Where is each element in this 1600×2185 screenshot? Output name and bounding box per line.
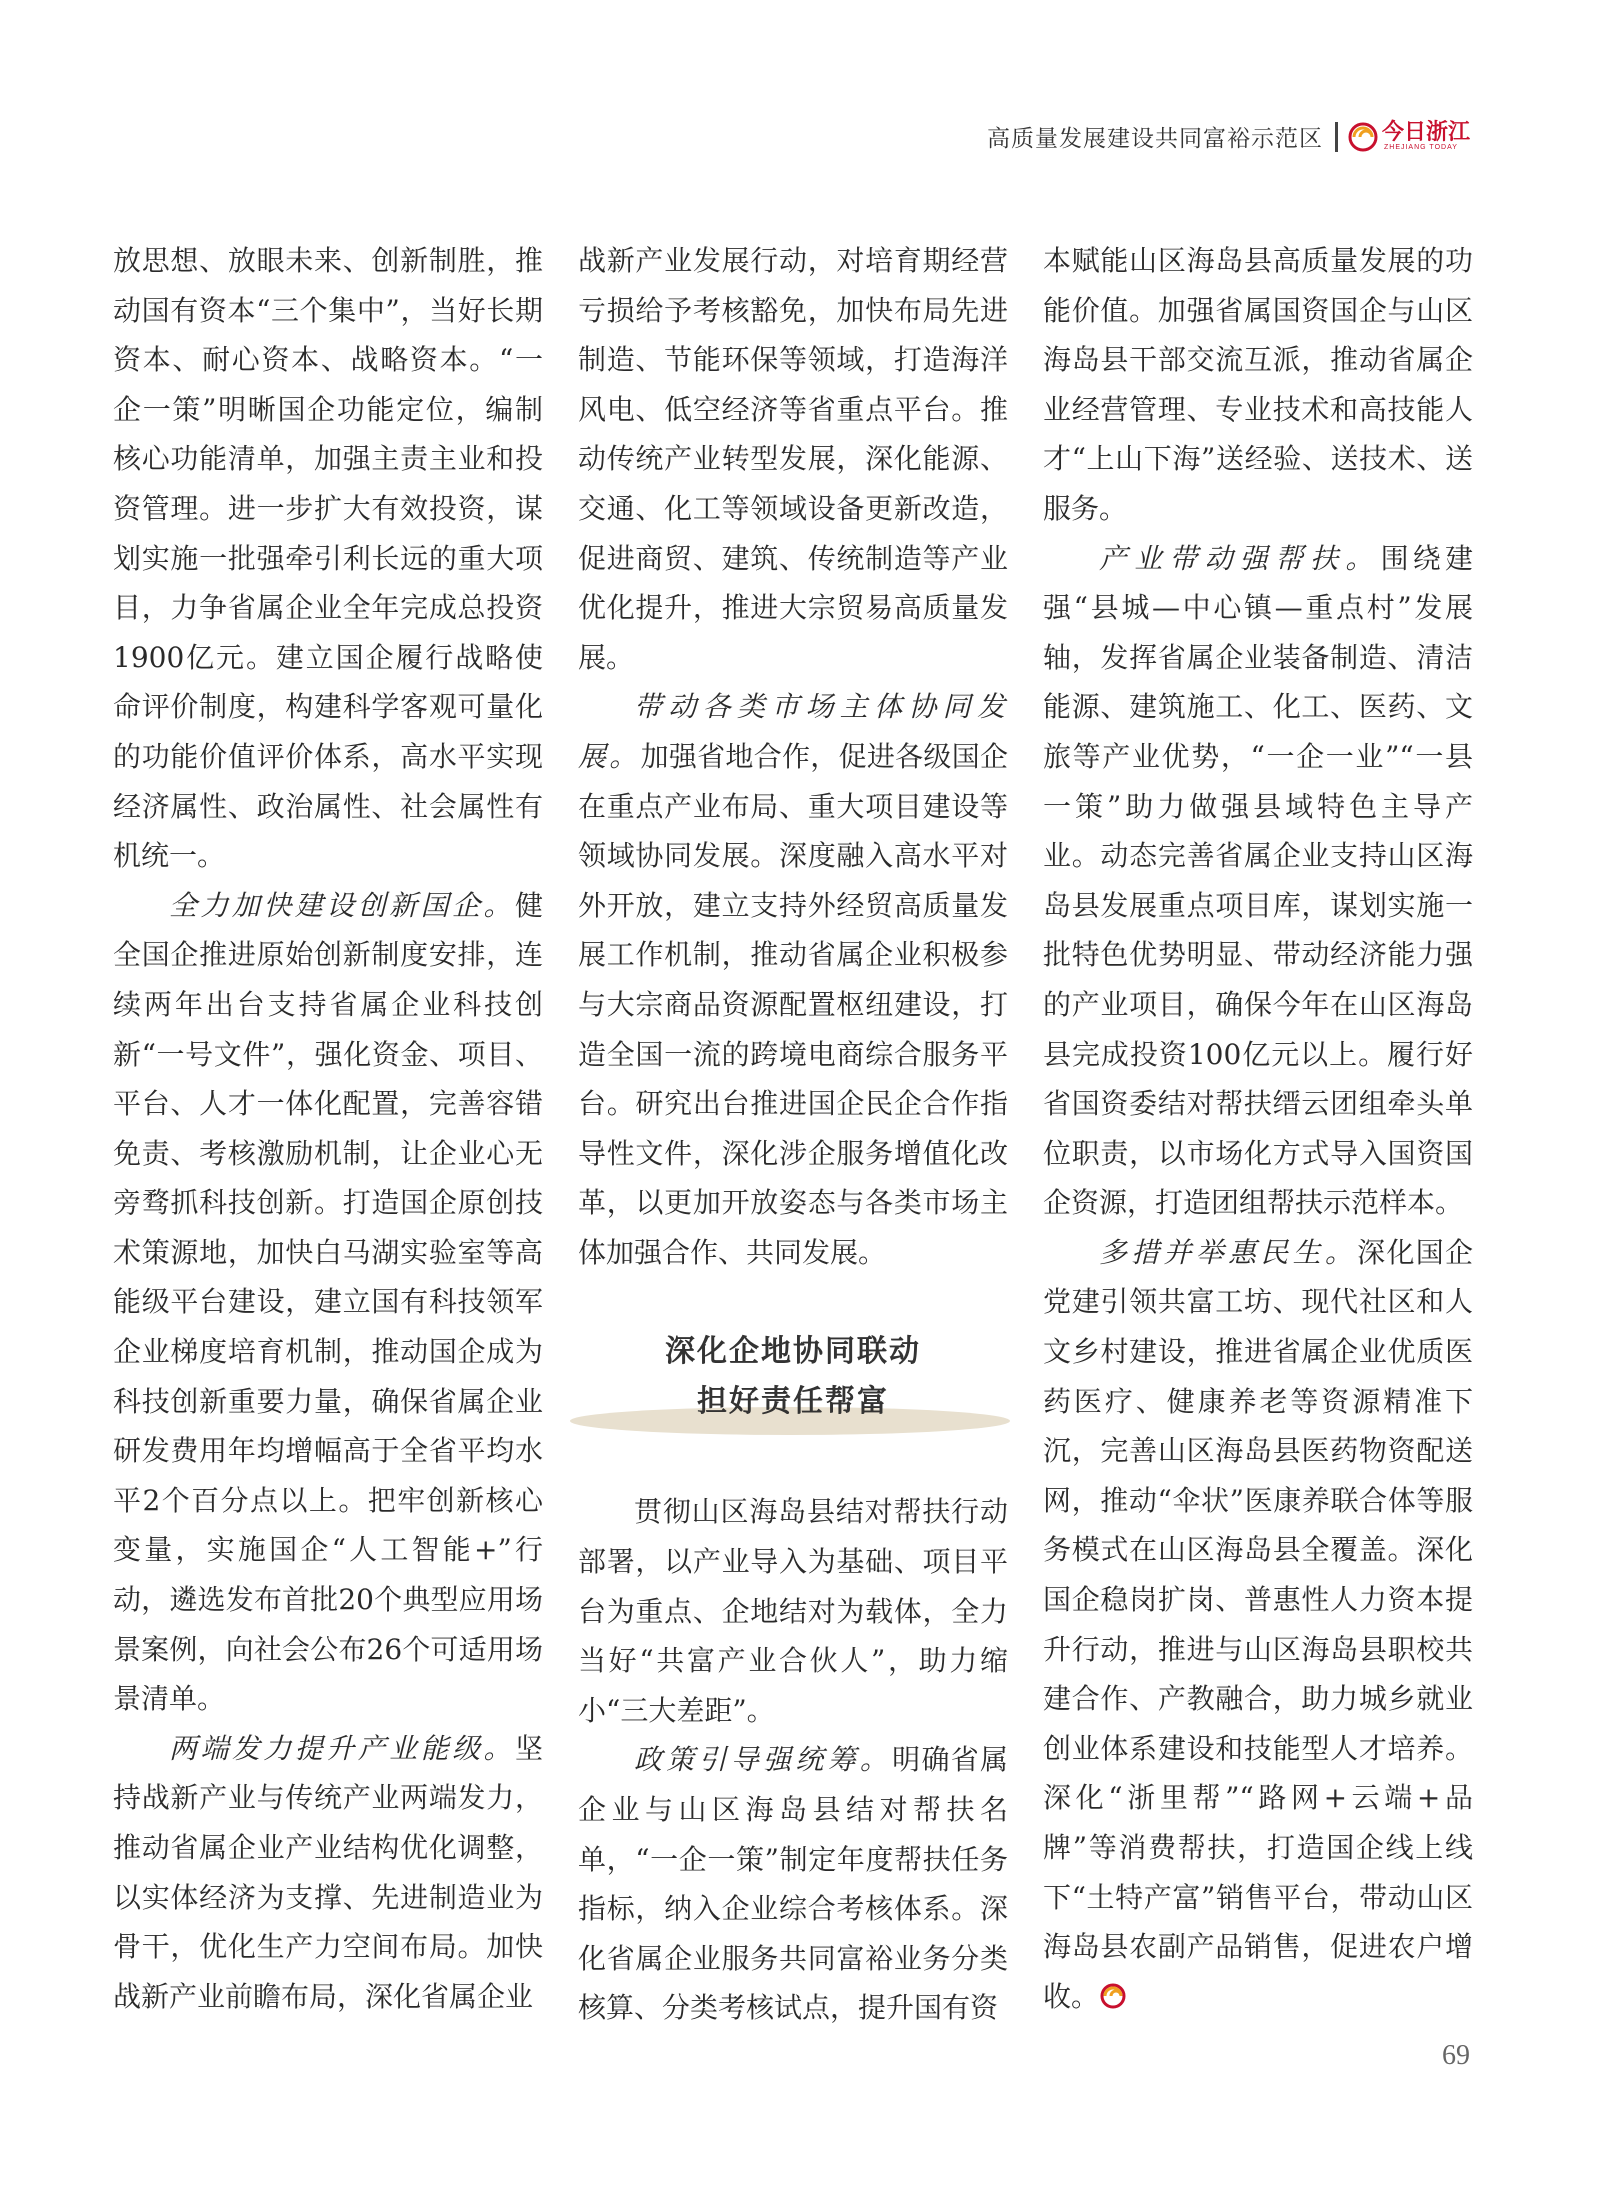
paragraph: 战新产业发展行动，对培育期经营亏损给予考核豁免，加快布局先进制造、节能环保等领域，打造海洋风电、低空经济等省重点平台。推动传统产业转型发展，深化能源、交通、化工等领域设备更新改造，促进商贸、建筑、传统制造等产业优化提升，推进大宗贸易高质量发展。 — [578, 244, 1008, 674]
section-heading — [578, 1327, 1008, 1427]
paragraph — [113, 1724, 543, 2022]
paragraph-lead: 多措并举惠民生。 — [1099, 1235, 1358, 1269]
column-3 — [1043, 236, 1473, 2021]
paragraph-body: 加强省地合作，促进各级国企在重点产业布局、重大项目建设等领域协同发展。深度融入高水平对外开放，建立支持外经贸高质量发展工作机制，推动省属企业积极参与大宗商品资源配置枢纽建设，打造全国一流的跨境电商综合服务平台。研究出台推进国企民企合作指导性文件，深化涉企服务增值化改革，以更加开放姿态与各类市场主体加强合作、共同发展。 — [578, 739, 1008, 1269]
paragraph-body: 围绕建强“县城—中心镇—重点村”发展轴，发挥省属企业装备制造、清洁能源、建筑施工、化工、医药、文旅等产业优势，“一企一业”“一县一策”助力做强县域特色主导产业。动态完善省属企业支持山区海岛县发展重点项目库，谋划实施一批特色优势明显、带动经济能力强的产业项目，确保今年在山区海岛县完成投资100亿元以上。履行好省国资委结对帮扶缙云团组牵头单位职责，以市场化方式导入国资国企资源，打造团组帮扶示范样本。 — [1043, 541, 1473, 1220]
paragraph-body: 坚持战新产业与传统产业两端发力，推动省属企业产业结构优化调整，以实体经济为支撑、先进制造业为骨干，优化生产力空间布局。加快战新产业前瞻布局，深化省属企业 — [113, 1731, 543, 2013]
paragraph — [1043, 1228, 1473, 2022]
section-heading-line-1: 深化企地协同联动 — [665, 1334, 921, 1370]
page-header — [987, 120, 1470, 153]
section-heading-line-2: 担好责任帮富 — [697, 1384, 889, 1420]
column-1 — [113, 236, 543, 2021]
zhejiang-today-logo — [1348, 122, 1470, 152]
page-number: 69 — [1442, 2040, 1470, 2071]
paragraph-body: 深化国企党建引领共富工坊、现代社区和人文乡村建设，推进省属企业优质医药医疗、健康养老等资源精准下沉，完善山区海岛县医药物资配送网，推动“伞状”医康养联合体等服务模式在山区海岛县全覆盖。深化国企稳岗扩岗、普惠性人力资本提升行动，推进与山区海岛县职校共建合作、产教融合，助力城乡就业创业体系建设和技能型人才培养。深化“浙里帮”“路网+云端+品牌”等消费帮扶，打造国企线上线下“土特产富”销售平台，带动山区海岛县农副产品销售，促进农户增收。 — [1043, 1235, 1473, 2013]
paragraph-lead: 产业带动强帮扶。 — [1099, 541, 1381, 575]
paragraph-lead: 带动各类市场主体协同发展。 — [578, 690, 1008, 773]
logo-sub: ZHEJIANG TODAY — [1383, 144, 1458, 151]
logo-swirl-icon — [1348, 122, 1378, 152]
paragraph: 放思想、放眼未来、创新制胜，推动国有资本“三个集中”，当好长期资本、耐心资本、战略资本。“一企一策”明晰国企功能定位，编制核心功能清单，加强主责主业和投资管理。进一步扩大有效投资，谋划实施一批强牵引利长远的重大项目，力争省属企业全年完成总投资1900亿元。建立国企履行战略使命评价制度，构建科学客观可量化的功能价值评价体系，高水平实现经济属性、政治属性、社会属性有机统一。 — [113, 244, 543, 873]
paragraph-body: 明确省属企业与山区海岛县结对帮扶名单，“一企一策”制定年度帮扶任务指标，纳入企业综合考核体系。深化省属企业服务共同富裕业务分类核算、分类考核试点，提升国有资 — [578, 1743, 1008, 2025]
logo-name: 今日浙江 — [1381, 120, 1470, 145]
header-divider — [1335, 122, 1338, 152]
paragraph-body: 健全国企推进原始创新制度安排，连续两年出台支持省属企业科技创新“一号文件”，强化资金、项目、平台、人才一体化配置，完善容错免责、考核激励机制，让企业心无旁骛抓科技创新。打造国企原创技术策源地，加快白马湖实验室等高能级平台建设，建立国有科技领军企业梯度培育机制，推动国企成为科技创新重要力量，确保省属企业研发费用年均增幅高于全省平均水平2个百分点以上。把牢创新核心变量，实施国企“人工智能+”行动，遴选发布首批20个典型应用场景案例，向社会公布26个可适用场景清单。 — [113, 888, 543, 1716]
column-2 — [578, 236, 1008, 2033]
paragraph — [578, 1735, 1008, 2033]
paragraph-lead: 两端发力提升产业能级。 — [169, 1731, 515, 1765]
end-mark-icon — [1099, 1982, 1127, 2010]
paragraph — [578, 682, 1008, 1277]
paragraph — [113, 881, 543, 1724]
paragraph-lead: 全力加快建设创新国企。 — [169, 888, 515, 922]
paragraph — [1043, 534, 1473, 1228]
paragraph-lead: 政策引导强统筹。 — [634, 1743, 893, 1777]
paragraph: 本赋能山区海岛县高质量发展的功能价值。加强省属国资国企与山区海岛县干部交流互派，推动省属企业经营管理、专业技术和高技能人才“上山下海”送经验、送技术、送服务。 — [1043, 244, 1473, 525]
paragraph: 贯彻山区海岛县结对帮扶行动部署，以产业导入为基础、项目平台为重点、企地结对为载体，全力当好“共富产业合伙人”，助力缩小“三大差距”。 — [578, 1495, 1008, 1727]
header-title: 高质量发展建设共同富裕示范区 — [986, 126, 1323, 152]
